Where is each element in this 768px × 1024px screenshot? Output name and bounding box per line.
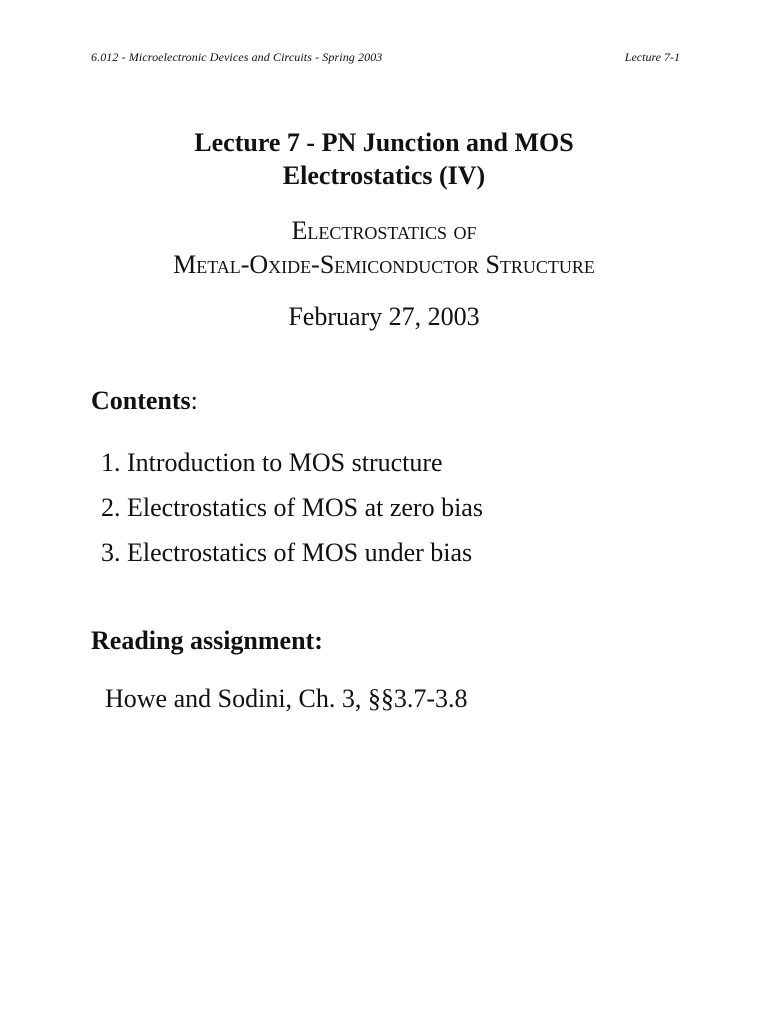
running-header-course: 6.012 - Microelectronic Devices and Circuits - Spring 2003 — [91, 50, 383, 64]
running-header-page-number: Lecture 7-1 — [624, 50, 680, 64]
contents-heading — [91, 386, 198, 416]
reading-assignment-heading: Reading assignment: — [91, 626, 323, 655]
lecture-date: February 27, 2003 — [288, 302, 480, 331]
contents-heading-colon: : — [190, 386, 198, 415]
lecture-title-line-1: Lecture 7 - PN Junction and MOS — [194, 128, 574, 157]
contents-list — [101, 447, 483, 582]
lecture-subtitle-line-1: Electrostatics of — [291, 216, 477, 245]
lecture-subtitle — [0, 214, 768, 282]
lecture-title-line-2: Electrostatics (IV) — [282, 161, 486, 190]
contents-heading-label: Contents — [91, 386, 191, 415]
contents-item-3: 3. Electrostatics of MOS under bias — [101, 538, 473, 567]
contents-item-2: 2. Electrostatics of MOS at zero bias — [101, 493, 483, 522]
contents-item-1: 1. Introduction to MOS structure — [101, 448, 443, 477]
lecture-subtitle-line-2: Metal-Oxide-Semiconductor Structure — [173, 250, 595, 279]
lecture-title — [0, 126, 768, 192]
reading-assignment-text: Howe and Sodini, Ch. 3, §§3.7-3.8 — [105, 684, 468, 713]
